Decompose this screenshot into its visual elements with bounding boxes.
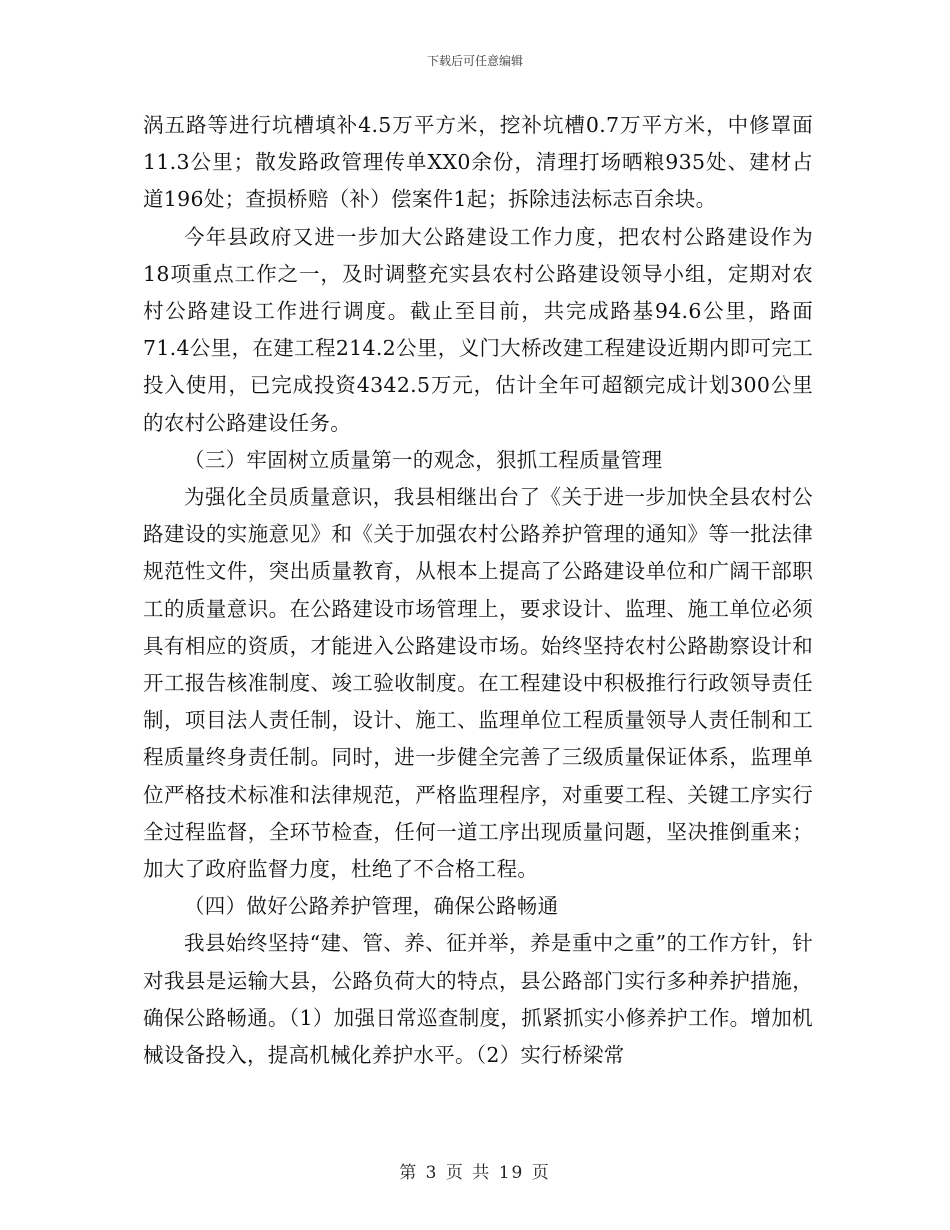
page-header-note: 下载后可任意编辑 bbox=[426, 54, 523, 68]
section-heading-maintenance: （四）做好公路养护管理，确保公路畅通 bbox=[184, 894, 559, 919]
paragraph-rural-road-construction: 今年县政府又进一步加大公路建设工作力度，把农村公路建设作为18项重点工作之一，及时调整充实县农村公路建设领导小组，定期对农村公路建设工作进行调度。截止至目前，共完成路基94.6公里，路面71.4公里，在建工程214.2公里，义门大桥改建工程建设近期内即可完工投入使用，已完成投资4342.5万元，估计全年可超额完成计划300公里的农村公路建设任务。 bbox=[143, 224, 813, 435]
paragraph-road-repair-stats: 涡五路等进行坑槽填补4.5万平方米，挖补坑槽0.7万平方米，中修罩面11.3公里；散发路政管理传单XX0余份，清理打场晒粮935处、建材占道196处；查损桥赔（补）偿案件1起；拆除违法标志百余块。 bbox=[143, 113, 813, 212]
paragraph-road-maintenance: 我县始终坚持“建、管、养、征并举，养是重中之重”的工作方针，针对我县是运输大县，公路负荷大的特点，县公路部门实行多种养护措施，确保公路畅通。（1）加强日常巡查制度，抓紧抓实小修养护工作。增加机械设备投入，提高机械化养护水平。（2）实行桥梁常 bbox=[143, 931, 813, 1068]
paragraph-quality-management: 为强化全员质量意识，我县相继出台了《关于进一步加快全县农村公路建设的实施意见》和《关于加强农村公路养护管理的通知》等一批法律规范性文件，突出质量教育，从根本上提高了公路建设单位和广阔干部职工的质量意识。在公路建设市场管理上，要求设计、监理、施工单位必须具有相应的资质，才能进入公路建设市场。始终坚持农村公路勘察设计和开工报告核准制度、竣工验收制度。在工程建设中积极推行行政领导责任制，项目法人责任制，设计、施工、监理单位工程质量领导人责任制和工程质量终身责任制。同时，进一步健全完善了三级质量保证体系，监理单位严格技术标准和法律规范，严格监理程序，对重要工程、关键工序实行全过程监督，全环节检查，任何一道工序出现质量问题，坚决推倒重来；加大了政府监督力度，杜绝了不合格工程。 bbox=[143, 485, 813, 882]
page-number-footer: 第 3 页 共 19 页 bbox=[399, 1163, 551, 1183]
section-heading-quality: （三）牢固树立质量第一的观念，狠抓工程质量管理 bbox=[184, 447, 663, 472]
document-body bbox=[143, 107, 813, 1074]
